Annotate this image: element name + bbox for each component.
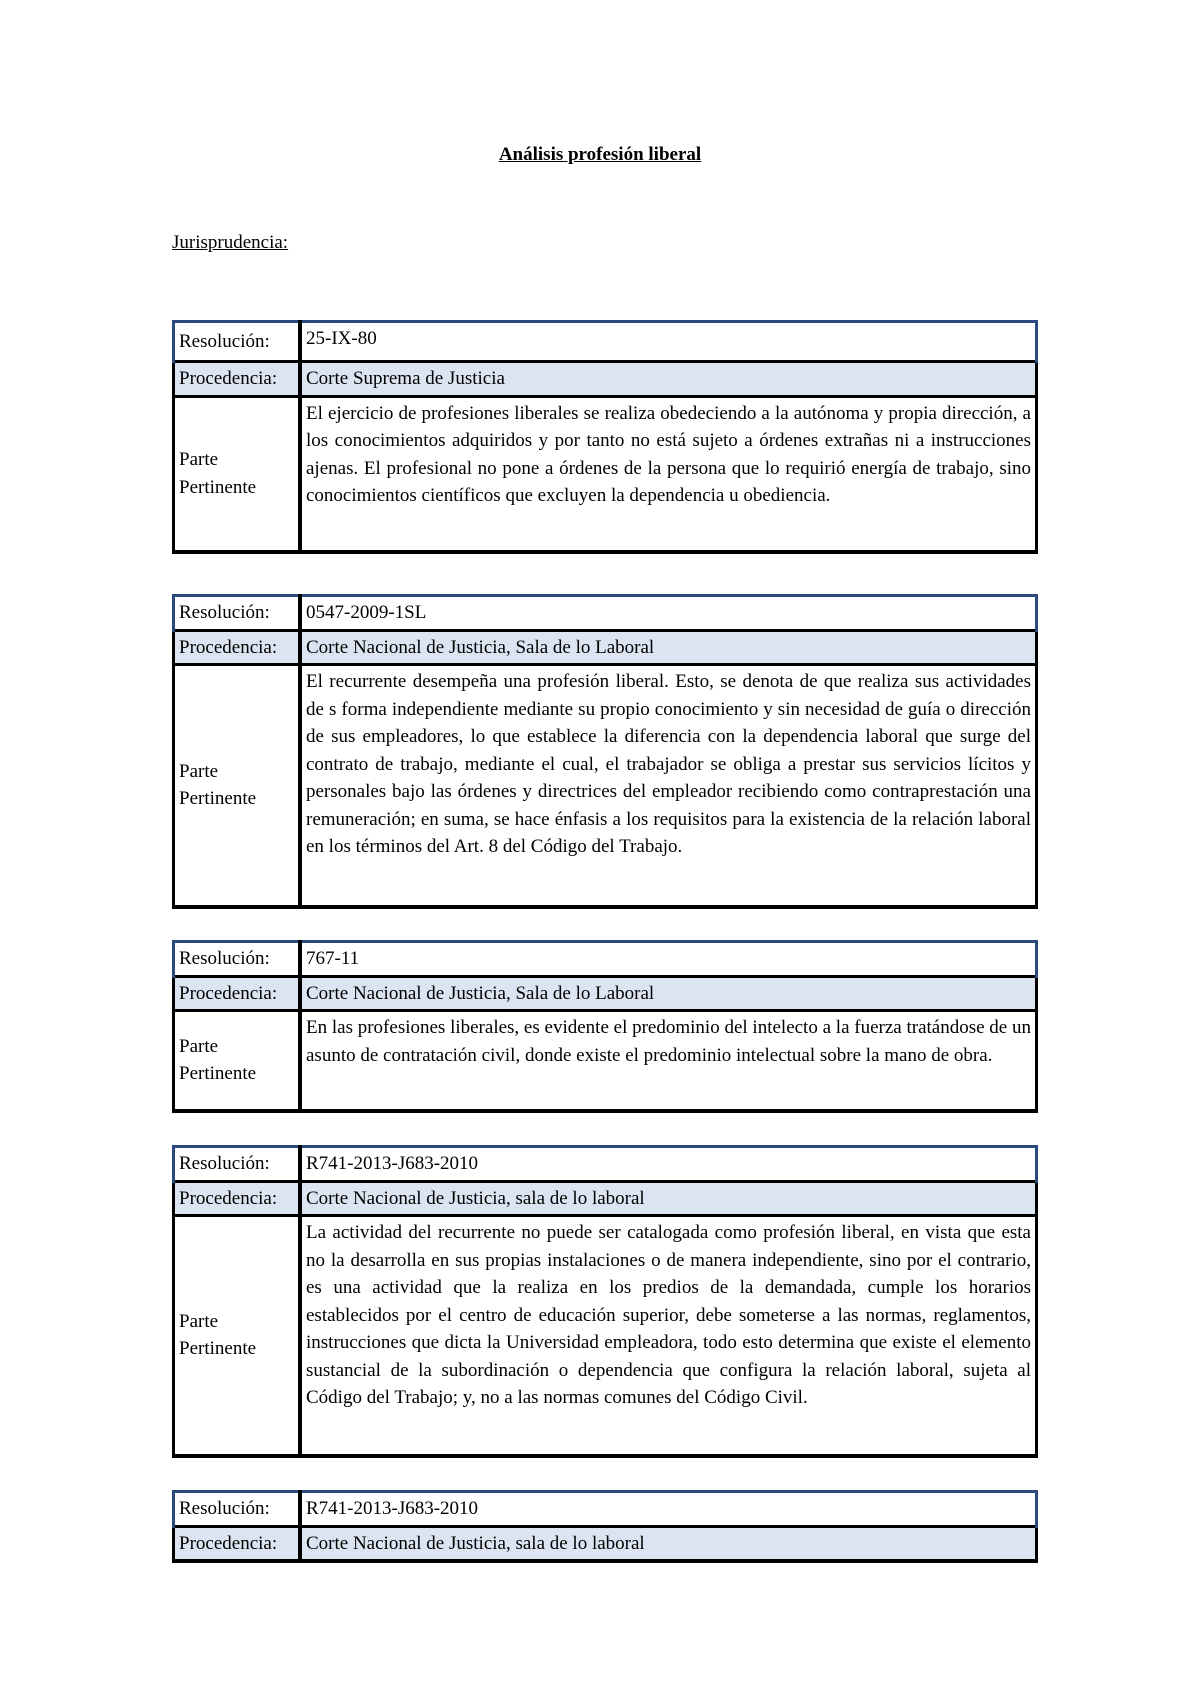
parte-label-line1: Parte bbox=[179, 760, 219, 782]
procedencia-value: Corte Nacional de Justicia, sala de lo laboral bbox=[300, 1181, 1037, 1216]
parte-label-line1: Parte bbox=[179, 449, 219, 471]
procedencia-label: Procedencia: bbox=[174, 1181, 301, 1216]
parte-pertinente-text: En las profesiones liberales, es evidente el predominio del intelecto a la fuerza tratándose de un asunto de contratación civil, donde existe el predominio intelectual sobre la mano de obra. bbox=[300, 1011, 1037, 1111]
resolucion-label: Resolución: bbox=[174, 322, 301, 362]
resolucion-value: 0547-2009-1SL bbox=[300, 596, 1037, 631]
procedencia-label: Procedencia: bbox=[174, 362, 301, 397]
resolucion-value: 25-IX-80 bbox=[300, 322, 1037, 362]
resolucion-label: Resolución: bbox=[174, 1492, 301, 1527]
parte-pertinente-label bbox=[174, 396, 301, 552]
procedencia-label: Procedencia: bbox=[174, 976, 301, 1011]
procedencia-value: Corte Nacional de Justicia, Sala de lo Laboral bbox=[300, 630, 1037, 665]
parte-label-line2: Pertinente bbox=[179, 1063, 257, 1085]
resolucion-value: R741-2013-J683-2010 bbox=[300, 1147, 1037, 1182]
parte-pertinente-label bbox=[174, 1216, 301, 1456]
case-table-1 bbox=[172, 320, 1038, 554]
document-title: Análisis profesión liberal bbox=[498, 144, 702, 165]
parte-pertinente-label bbox=[174, 665, 301, 907]
procedencia-label: Procedencia: bbox=[174, 630, 301, 665]
parte-label-line2: Pertinente bbox=[179, 1338, 257, 1360]
parte-label-line2: Pertinente bbox=[179, 788, 257, 810]
parte-pertinente-text: El recurrente desempeña una profesión liberal. Esto, se denota de que realiza sus actividades de s forma independiente mediante su propio conocimiento y sin necesidad de guía o dirección de sus empleadores, lo que establece la diferencia con la dependencia laboral que surge del contrato de trabajo, mediante el cual, el trabajador se obliga a prestar sus servicios lícitos y personales bajo las órdenes y directrices del empleador recibiendo como contraprestación una remuneración; en suma, se hace énfasis a los requisitos para la existencia de la relación laboral en los términos del Art. 8 del Código del Trabajo. bbox=[300, 665, 1037, 907]
case-table-2 bbox=[172, 594, 1038, 909]
procedencia-label: Procedencia: bbox=[174, 1526, 301, 1561]
case-table-4 bbox=[172, 1145, 1038, 1458]
parte-label-line1: Parte bbox=[179, 1035, 219, 1057]
resolucion-label: Resolución: bbox=[174, 1147, 301, 1182]
procedencia-value: Corte Suprema de Justicia bbox=[300, 362, 1037, 397]
parte-pertinente-text: La actividad del recurrente no puede ser catalogada como profesión liberal, en vista que esta no la desarrolla en sus propias instalaciones o de manera independiente, sino por el contrario, es una actividad que la realiza en los predios de la demandada, cumple los horarios establecidos por el centro de educación superior, debe someterse a las normas, reglamentos, instrucciones que dicta la Universidad empleadora, todo esto determina que existe el elemento sustancial de la subordinación o dependencia que configura la relación laboral, sujeta al Código del Trabajo; y, no a las normas comunes del Código Civil. bbox=[300, 1216, 1037, 1456]
parte-label-line2: Pertinente bbox=[179, 476, 257, 498]
parte-pertinente-label bbox=[174, 1011, 301, 1111]
resolucion-value: R741-2013-J683-2010 bbox=[300, 1492, 1037, 1527]
resolucion-label: Resolución: bbox=[174, 596, 301, 631]
parte-label-line1: Parte bbox=[179, 1310, 219, 1332]
resolucion-value: 767-11 bbox=[300, 942, 1037, 977]
case-table-5 bbox=[172, 1490, 1038, 1563]
procedencia-value: Corte Nacional de Justicia, sala de lo laboral bbox=[300, 1526, 1037, 1561]
procedencia-value: Corte Nacional de Justicia, Sala de lo Laboral bbox=[300, 976, 1037, 1011]
resolucion-label: Resolución: bbox=[174, 942, 301, 977]
case-table-3 bbox=[172, 940, 1038, 1113]
section-label-jurisprudencia: Jurisprudencia: bbox=[172, 232, 289, 253]
parte-pertinente-text: El ejercicio de profesiones liberales se realiza obedeciendo a la autónoma y propia dirección, a los conocimientos adquiridos y por tanto no está sujeto a órdenes extrañas ni a instrucciones ajenas. El profesional no pone a órdenes de la persona que lo requirió energía de trabajo, sino conocimientos científicos que excluyen la dependencia u obediencia. bbox=[300, 396, 1037, 552]
